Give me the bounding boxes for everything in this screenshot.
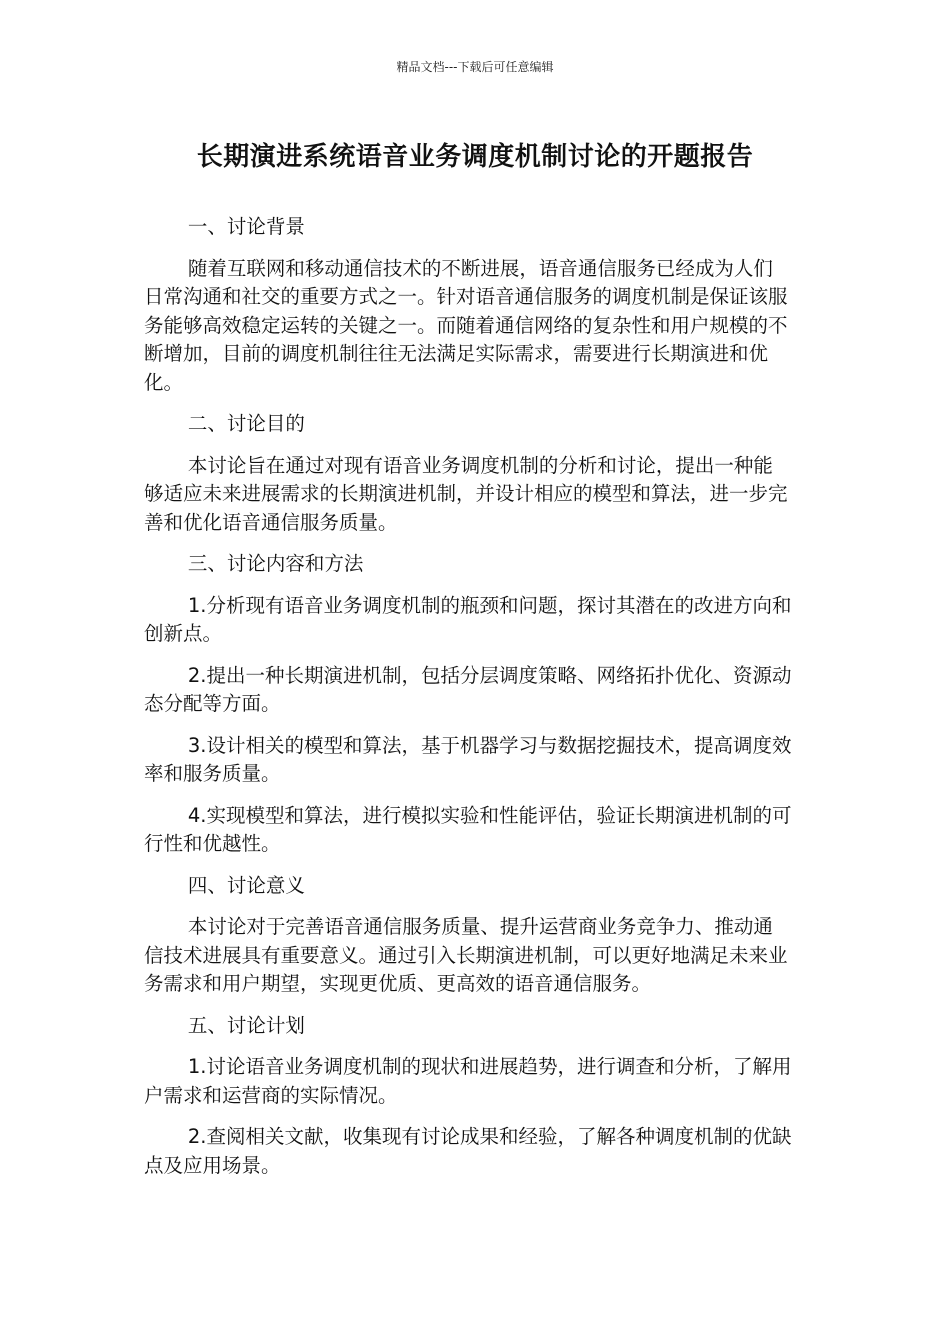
document-title: 长期演进系统语音业务调度机制讨论的开题报告 <box>196 142 754 172</box>
section-heading-purpose: 二、讨论目的 <box>187 412 305 435</box>
paragraph-background: 随着互联网和移动通信技术的不断进展，语音通信服务已经成为人们日常沟通和社交的重要方式之一。针对语音通信服务的调度机制是保证该服务能够高效稳定运转的关键之一。而随着通信网络的复杂性和用户规模的不断增加，目前的调度机制往往无法满足实际需求，需要进行长期演进和优化。 <box>144 256 788 394</box>
section-heading-background: 一、讨论背景 <box>187 215 305 238</box>
page-header-note: 精品文档---下载后可任意编辑 <box>396 60 554 74</box>
list-item-content-1: 1.分析现有语音业务调度机制的瓶颈和问题，探讨其潜在的改进方向和创新点。 <box>144 593 792 645</box>
paragraph-purpose: 本讨论旨在通过对现有语音业务调度机制的分析和讨论，提出一种能够适应未来进展需求的长期演进机制，并设计相应的模型和算法，进一步完善和优化语音通信服务质量。 <box>144 453 788 534</box>
section-heading-content-method: 三、讨论内容和方法 <box>187 552 364 575</box>
list-item-content-3: 3.设计相关的模型和算法，基于机器学习与数据挖掘技术，提高调度效率和服务质量。 <box>144 733 792 785</box>
document-body <box>144 213 792 1193</box>
list-item-content-4: 4.实现模型和算法，进行模拟实验和性能评估，验证长期演进机制的可行性和优越性。 <box>144 803 792 855</box>
section-heading-plan: 五、讨论计划 <box>187 1013 305 1037</box>
list-item-plan-2: 2.查阅相关文献，收集现有讨论成果和经验，了解各种调度机制的优缺点及应用场景。 <box>144 1125 792 1177</box>
section-heading-significance: 四、讨论意义 <box>187 873 305 897</box>
paragraph-significance: 本讨论对于完善语音通信服务质量、提升运营商业务竞争力、推动通信技术进展具有重要意义。通过引入长期演进机制，可以更好地满足未来业务需求和用户期望，实现更优质、更高效的语音通信服务。 <box>144 915 788 995</box>
list-item-plan-1: 1.讨论语音业务调度机制的现状和进展趋势，进行调查和分析，了解用户需求和运营商的实际情况。 <box>144 1055 792 1107</box>
list-item-content-2: 2.提出一种长期演进机制，包括分层调度策略、网络拓扑优化、资源动态分配等方面。 <box>144 663 792 715</box>
